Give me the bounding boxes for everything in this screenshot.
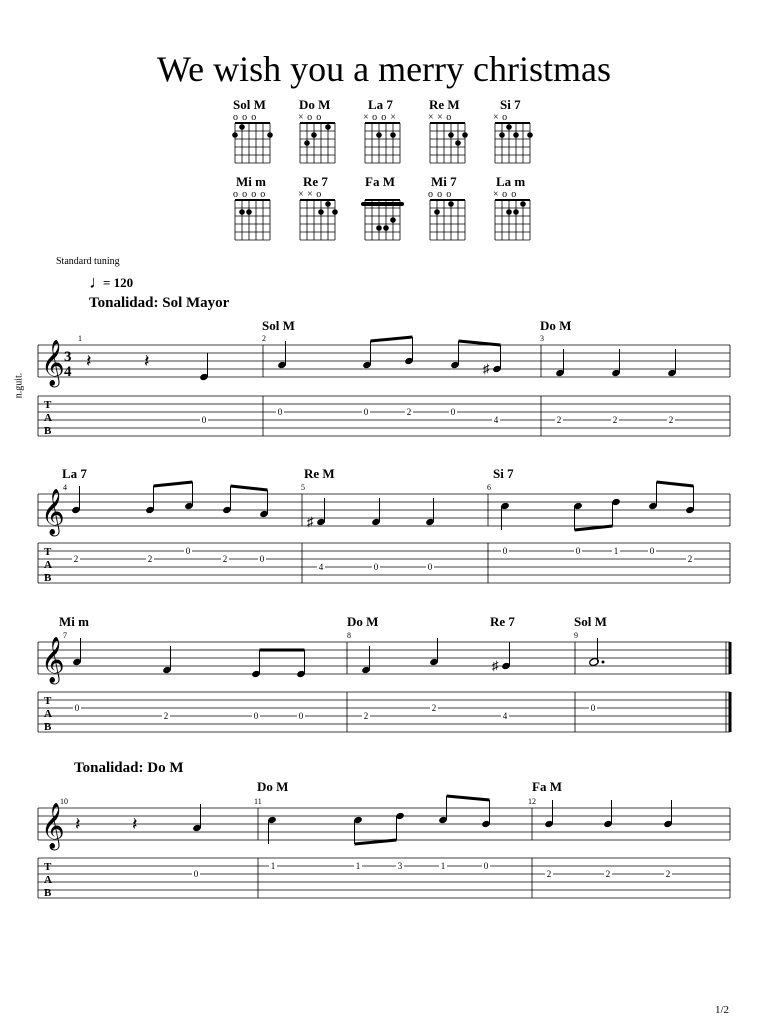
measure-number: 2 — [262, 334, 266, 343]
measure-number: 10 — [60, 797, 68, 806]
chord-open-mark: × — [298, 112, 304, 123]
time-signature-bottom: 4 — [64, 364, 72, 380]
treble-clef: 𝄞 — [41, 340, 65, 385]
tab-number: 1 — [440, 861, 446, 871]
chord-open-mark: × — [493, 189, 499, 200]
measure-chord: Do M — [540, 318, 572, 333]
tab-number: 2 — [73, 554, 79, 564]
measure-chord: Do M — [257, 779, 289, 794]
chord-dot — [311, 132, 317, 138]
chord-open-mark: o — [372, 112, 378, 123]
measure-number: 4 — [63, 483, 67, 492]
chord-open-mark: o — [251, 189, 257, 200]
chord-dot — [434, 209, 440, 215]
chord-open-mark: o — [307, 112, 313, 123]
chord-open-mark: o — [251, 112, 257, 123]
tab-clef: B — [44, 721, 52, 733]
sharp-sign: ♯ — [307, 514, 314, 529]
tab-number: 2 — [406, 407, 412, 417]
tab-number: 1 — [270, 861, 276, 871]
tab-number: 0 — [649, 546, 655, 556]
tab-number: 2 — [605, 869, 611, 879]
measure-number: 3 — [540, 334, 544, 343]
chord-dot — [383, 225, 389, 231]
tab-number: 4 — [493, 415, 499, 425]
instrument-label: n.guit. — [13, 372, 25, 399]
chord-diagram-name: La m — [496, 174, 526, 189]
tab-number: 0 — [74, 703, 80, 713]
tab-clef: T — [44, 861, 52, 873]
tab-number: 1 — [613, 546, 619, 556]
measure-chord: Sol M — [262, 318, 295, 333]
measure-chord: Fa M — [532, 779, 562, 794]
chord-dot — [506, 124, 512, 130]
measure-number: 8 — [347, 631, 351, 640]
tab-clef: T — [44, 399, 52, 411]
chord-dot — [513, 132, 519, 138]
chord-dot — [506, 209, 512, 215]
key-label: Tonalidad: Sol Mayor — [89, 295, 230, 311]
chord-open-mark: × — [428, 112, 434, 123]
chord-open-mark: o — [242, 189, 248, 200]
note-beam — [154, 482, 193, 486]
tab-number: 2 — [363, 711, 369, 721]
note-beam — [231, 486, 268, 490]
quarter-rest: 𝄽 — [132, 814, 138, 834]
measure-number: 7 — [63, 631, 67, 640]
chord-diagram-name: Re 7 — [303, 174, 328, 189]
tab-number: 2 — [222, 554, 228, 564]
chord-dot — [455, 140, 461, 146]
page-number: 1/2 — [715, 1004, 730, 1016]
tab-clef: B — [44, 425, 52, 437]
measure-number: 1 — [78, 334, 82, 343]
tab-number: 0 — [193, 869, 199, 879]
measure-number: 9 — [574, 631, 578, 640]
chord-open-mark: o — [511, 189, 517, 200]
song-title: We wish you a merry christmas — [157, 49, 611, 89]
chord-dot — [448, 201, 454, 207]
chord-open-mark: × — [493, 112, 499, 123]
key-label: Tonalidad: Do M — [74, 760, 184, 776]
chord-dot — [499, 132, 505, 138]
tab-clef: A — [44, 559, 52, 571]
tab-number: 0 — [298, 711, 304, 721]
tab-number: 1 — [355, 861, 361, 871]
tab-number: 0 — [185, 546, 191, 556]
measure-chord: Re M — [304, 466, 335, 481]
chord-diagram-name: Mi m — [236, 174, 266, 189]
measure-number: 5 — [301, 483, 305, 492]
chord-diagram-name: Re M — [429, 97, 460, 112]
chord-diagram-name: Fa M — [365, 174, 395, 189]
note-beam — [575, 526, 613, 530]
time-signature-top: 3 — [64, 349, 72, 365]
chord-open-mark: × — [437, 112, 443, 123]
chord-dot — [239, 124, 245, 130]
sharp-sign: ♯ — [492, 658, 499, 673]
measure-chord: Re 7 — [490, 614, 515, 629]
measure-chord: Mi m — [59, 614, 89, 629]
note-beam — [355, 840, 397, 844]
tab-number: 0 — [201, 415, 207, 425]
tab-number: 4 — [318, 562, 324, 572]
tab-clef: A — [44, 708, 52, 720]
chord-open-mark: × — [298, 189, 304, 200]
chord-open-mark: o — [233, 189, 238, 200]
chord-dot — [448, 132, 454, 138]
tab-number: 2 — [612, 415, 618, 425]
tab-number: 0 — [253, 711, 259, 721]
chord-open-mark: o — [502, 112, 508, 123]
tab-number: 0 — [427, 562, 433, 572]
tab-number: 2 — [687, 554, 693, 564]
measure-number: 12 — [528, 797, 536, 806]
tab-clef: B — [44, 887, 52, 899]
treble-clef: 𝄞 — [41, 637, 65, 682]
chord-diagram-name: Do M — [299, 97, 331, 112]
tab-number: 0 — [483, 861, 489, 871]
chord-diagram-name: La 7 — [368, 97, 393, 112]
chord-open-mark: o — [316, 189, 322, 200]
chord-open-mark: o — [260, 189, 266, 200]
tab-clef: T — [44, 695, 52, 707]
chord-open-mark: o — [446, 112, 452, 123]
tab-number: 2 — [163, 711, 169, 721]
measure-chord: Si 7 — [493, 466, 514, 481]
chord-open-mark: o — [233, 112, 238, 123]
tab-number: 2 — [147, 554, 153, 564]
dot — [602, 661, 605, 664]
measure-chord: Do M — [347, 614, 379, 629]
chord-open-mark: o — [437, 189, 443, 200]
chord-dot — [239, 209, 245, 215]
tab-number: 4 — [502, 711, 508, 721]
tab-number: 0 — [590, 703, 596, 713]
chord-dot — [513, 209, 519, 215]
chord-dot — [318, 209, 324, 215]
chord-dot — [390, 132, 396, 138]
note-beam — [657, 482, 694, 486]
quarter-rest: 𝄽 — [144, 351, 150, 371]
chord-dot — [325, 201, 331, 207]
tab-number: 0 — [277, 407, 283, 417]
chord-open-mark: × — [390, 112, 396, 123]
note-beam — [459, 341, 501, 345]
tab-number: 0 — [363, 407, 369, 417]
chord-open-mark: o — [446, 189, 452, 200]
chord-dot — [232, 132, 238, 138]
measure-chord: Sol M — [574, 614, 607, 629]
tab-number: 0 — [373, 562, 379, 572]
quarter-rest: 𝄽 — [75, 814, 81, 834]
chord-diagram-name: Sol M — [233, 97, 266, 112]
chord-open-mark: o — [502, 189, 508, 200]
tab-number: 2 — [556, 415, 562, 425]
measure-number: 6 — [487, 483, 491, 492]
chord-barre — [361, 202, 404, 206]
measure-chord: La 7 — [62, 466, 87, 481]
chord-dot — [462, 132, 468, 138]
chord-open-mark: o — [381, 112, 387, 123]
chord-dot — [332, 209, 338, 215]
chord-dot — [246, 209, 252, 215]
quarter-rest: 𝄽 — [86, 351, 92, 371]
tab-number: 0 — [259, 554, 265, 564]
tab-number: 2 — [668, 415, 674, 425]
measure-number: 11 — [254, 797, 262, 806]
treble-clef: 𝄞 — [41, 489, 65, 534]
treble-clef: 𝄞 — [41, 803, 65, 848]
tab-number: 3 — [397, 861, 403, 871]
tab-number: 0 — [502, 546, 508, 556]
tempo-label: = 120 — [103, 275, 134, 290]
chord-dot — [376, 225, 382, 231]
chord-diagram-name: Si 7 — [500, 97, 521, 112]
tab-number: 0 — [575, 546, 581, 556]
chord-open-mark: o — [316, 112, 322, 123]
note-beam — [371, 337, 413, 341]
chord-open-mark: × — [363, 112, 369, 123]
quarter-note-icon: ♩ — [89, 272, 107, 292]
chord-open-mark: o — [428, 189, 433, 200]
tab-number: 2 — [665, 869, 671, 879]
tab-clef: T — [44, 546, 52, 558]
chord-dot — [325, 124, 331, 130]
chord-dot — [520, 201, 526, 207]
sharp-sign: ♯ — [483, 361, 490, 376]
tab-number: 2 — [431, 703, 437, 713]
chord-dot — [267, 132, 273, 138]
chord-diagram-name: Mi 7 — [431, 174, 457, 189]
tab-number: 2 — [546, 869, 552, 879]
tab-clef: A — [44, 412, 52, 424]
chord-dot — [304, 140, 310, 146]
tab-number: 0 — [450, 407, 456, 417]
chord-open-mark: o — [242, 112, 248, 123]
chord-dot — [376, 132, 382, 138]
tuning-label: Standard tuning — [56, 256, 120, 267]
chord-open-mark: × — [307, 189, 313, 200]
note-beam — [447, 796, 490, 800]
chord-dot — [527, 132, 533, 138]
tab-clef: B — [44, 572, 52, 584]
chord-dot — [390, 217, 396, 223]
tab-clef: A — [44, 874, 52, 886]
